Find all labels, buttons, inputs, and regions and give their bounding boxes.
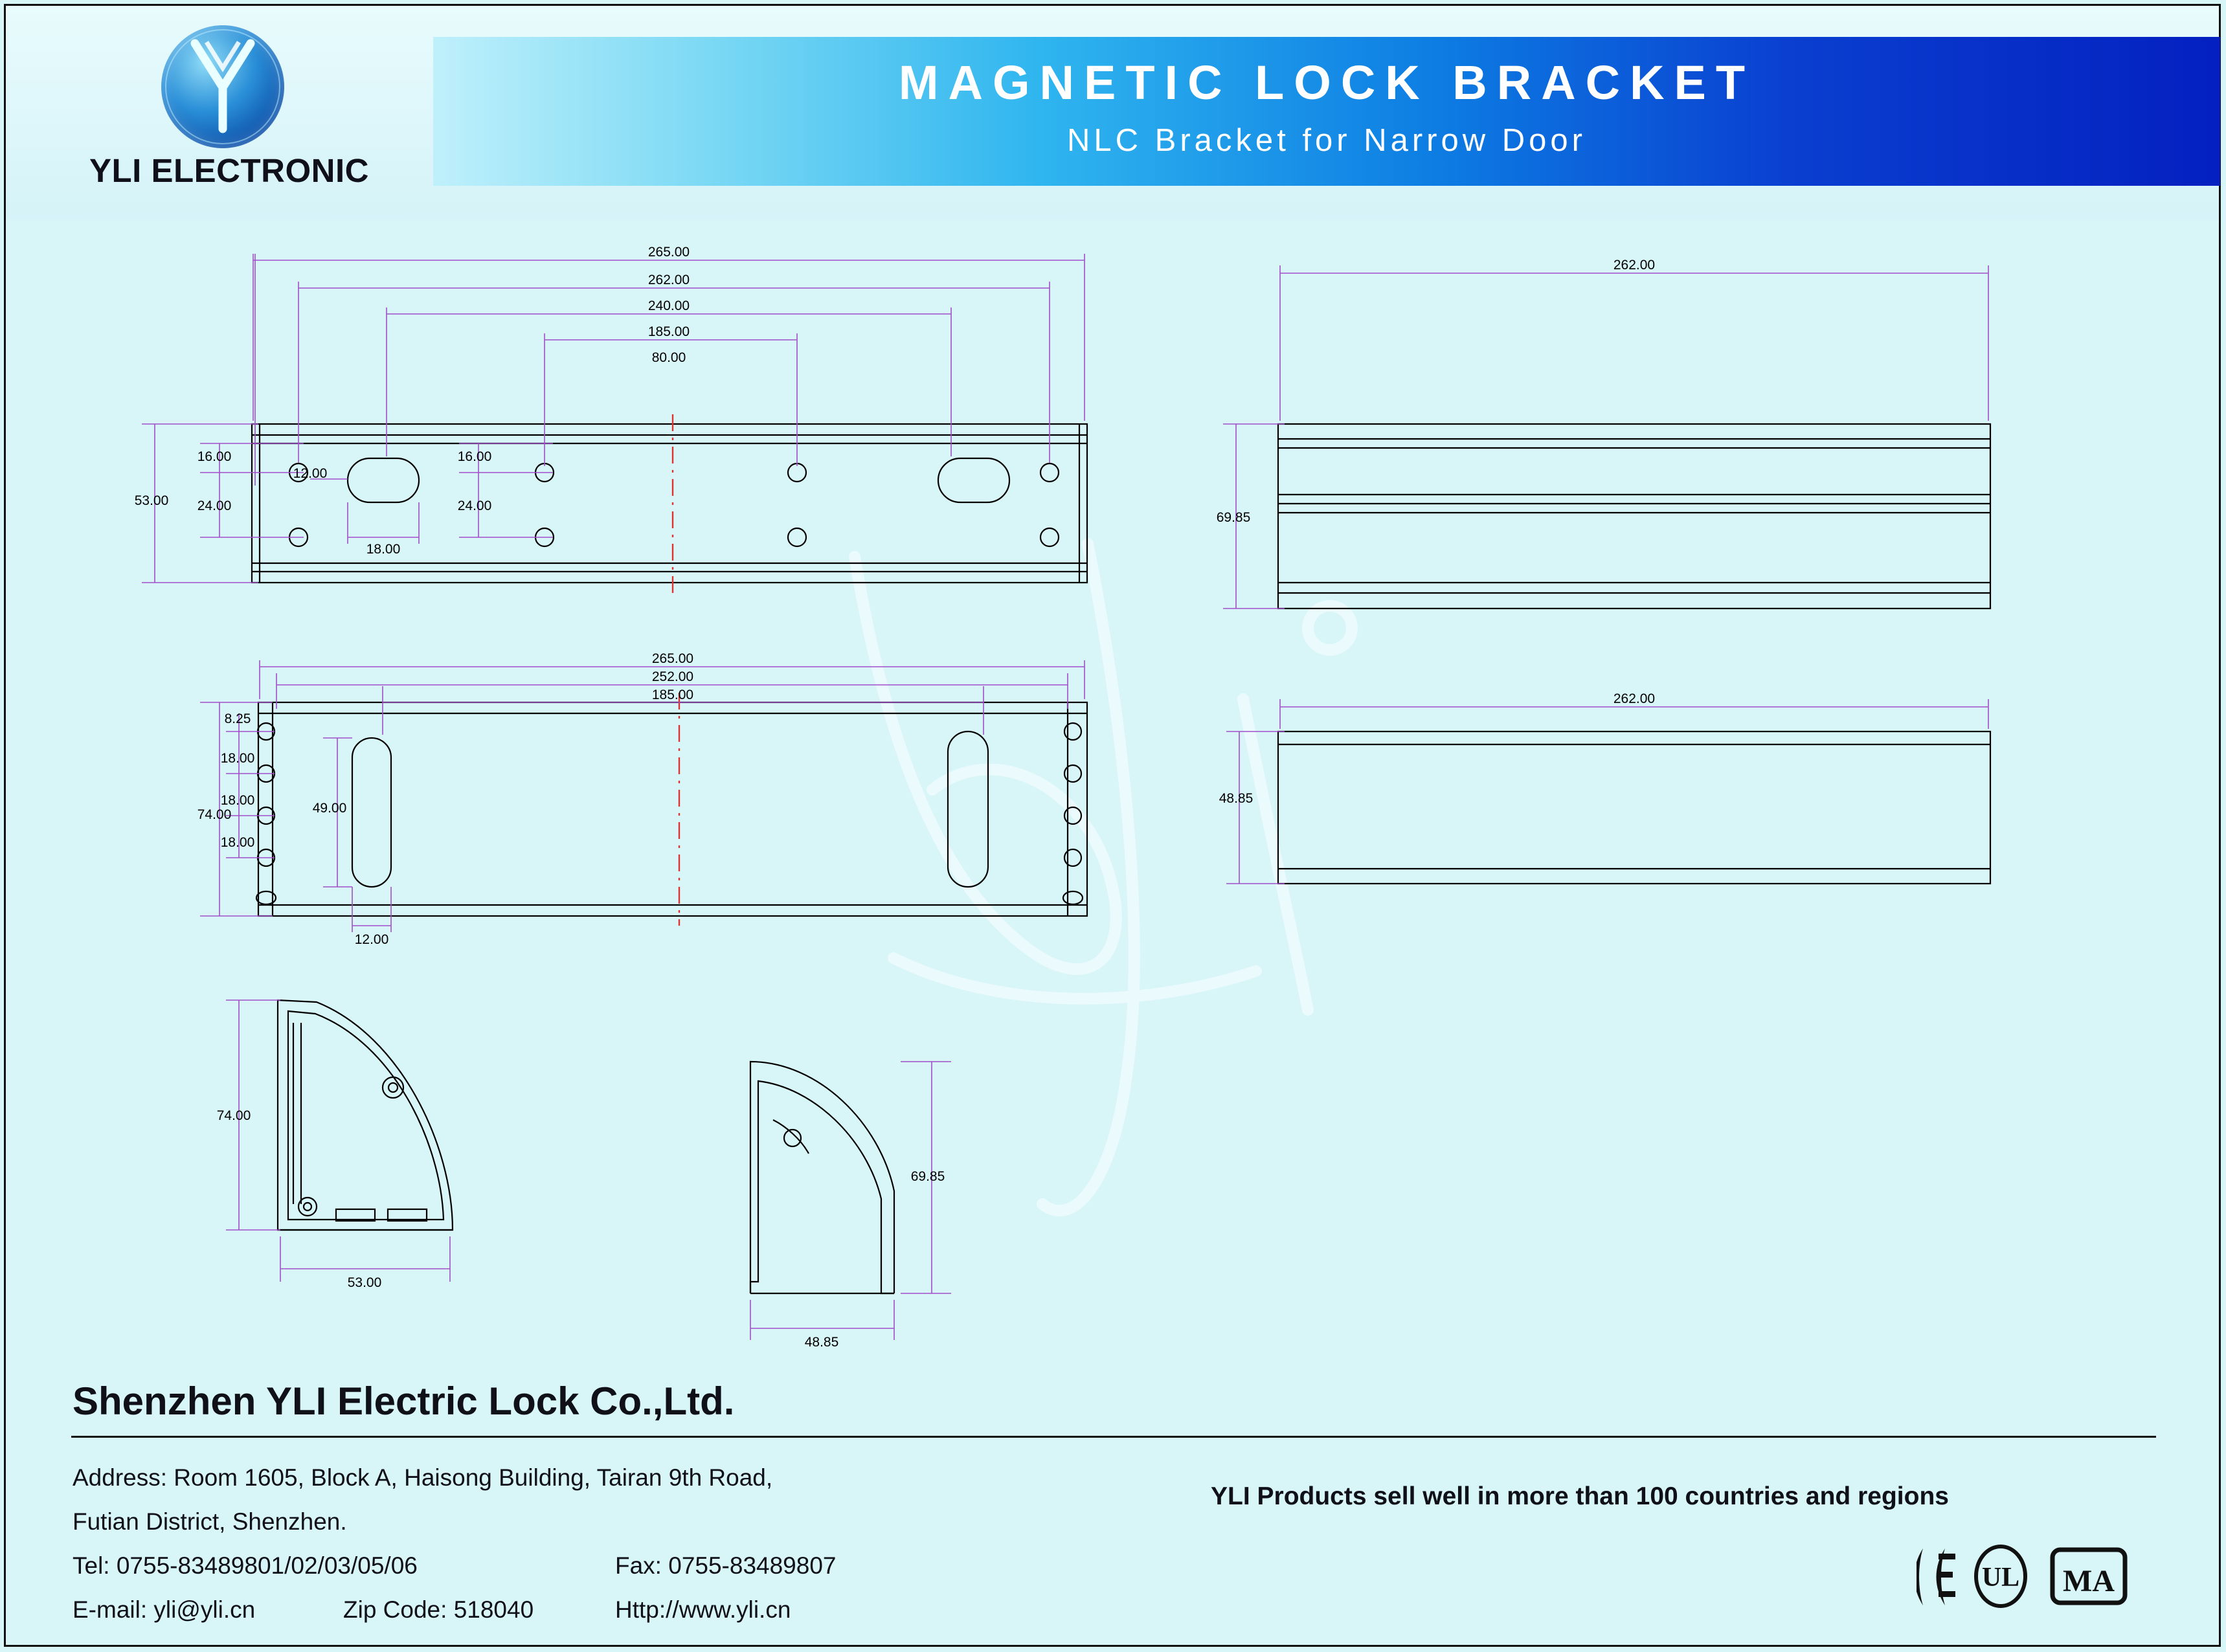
dim-16-00-a: 16.00 — [197, 449, 232, 464]
title-banner — [433, 37, 2220, 186]
dim-48-85-section: 48.85 — [804, 1335, 839, 1350]
ce-mark-icon — [1917, 1548, 1955, 1605]
view-end-section-left — [278, 1000, 453, 1230]
dim-252-00: 252.00 — [651, 669, 694, 684]
logo-globe-icon — [161, 25, 284, 148]
dim-53-00: 53.00 — [134, 493, 169, 508]
dim-12-00-a: 12.00 — [293, 466, 328, 481]
dim-18-00-d: 18.00 — [220, 835, 255, 850]
dim-185-00-bottom: 185.00 — [651, 687, 694, 702]
dim-262-00-top: 262.00 — [647, 273, 690, 287]
page-title: MAGNETIC LOCK BRACKET — [898, 56, 1755, 109]
view-profile-upper — [1278, 424, 1990, 608]
view-bottom-plate — [256, 693, 1087, 926]
dim-265-00-top: 265.00 — [647, 245, 690, 260]
drawing-svg — [6, 220, 2219, 1359]
fax: Fax: 0755-83489807 — [615, 1552, 837, 1579]
view-profile-lower — [1278, 731, 1990, 884]
dim-16-00-b: 16.00 — [457, 449, 492, 464]
technical-drawing — [6, 220, 2219, 1359]
logo-y-icon — [161, 25, 284, 148]
dim-48-85-profile: 48.85 — [1219, 791, 1254, 806]
dim-240-00: 240.00 — [647, 298, 690, 313]
telephone: Tel: 0755-83489801/02/03/05/06 — [73, 1552, 418, 1579]
dim-74-00-section: 74.00 — [216, 1108, 251, 1123]
company-name: Shenzhen YLI Electric Lock Co.,Ltd. — [73, 1379, 735, 1423]
address-line-2: Futian District, Shenzhen. — [73, 1508, 347, 1535]
dim-74-00-bottom: 74.00 — [197, 807, 232, 822]
dim-262-00-profile-upper: 262.00 — [1613, 258, 1656, 273]
view-end-section-right — [750, 1062, 894, 1293]
dim-53-00-section: 53.00 — [347, 1275, 382, 1290]
dim-262-00-profile-lower: 262.00 — [1613, 691, 1656, 706]
dim-18-00-c: 18.00 — [220, 793, 255, 808]
view-top-plate — [252, 414, 1087, 596]
dim-24-00-a: 24.00 — [197, 498, 232, 513]
certification-marks — [1917, 1541, 2175, 1612]
company-logo — [77, 19, 381, 213]
dim-24-00-b: 24.00 — [457, 498, 492, 513]
address-line-1: Address: Room 1605, Block A, Haisong Building, Tairan 9th Road, — [73, 1464, 773, 1491]
ul-text: UL — [1981, 1563, 2020, 1592]
page-subtitle: NLC Bracket for Narrow Door — [1067, 123, 1586, 158]
dim-49-00: 49.00 — [312, 801, 347, 816]
tagline: YLI Products sell well in more than 100 countries and regions — [1211, 1482, 1949, 1510]
email: E-mail: yli@yli.cn — [73, 1596, 256, 1623]
dim-12-00-b: 12.00 — [354, 932, 389, 947]
ma-text: MA — [2063, 1564, 2115, 1598]
dim-69-85-profile: 69.85 — [1216, 510, 1251, 525]
logo-text: YLI ELECTRONIC — [89, 152, 369, 189]
dim-18-00-a: 18.00 — [366, 542, 401, 557]
footer-divider — [71, 1436, 2156, 1438]
header — [6, 6, 2219, 219]
dim-18-00-b: 18.00 — [220, 751, 255, 766]
zip-code: Zip Code: 518040 — [343, 1596, 534, 1623]
dim-69-85-section: 69.85 — [910, 1169, 945, 1184]
dim-185-00-top: 185.00 — [647, 324, 690, 339]
dim-80-00: 80.00 — [651, 350, 686, 365]
dim-8-25: 8.25 — [224, 711, 251, 726]
website: Http://www.yli.cn — [615, 1596, 791, 1623]
dim-265-00-bottom: 265.00 — [651, 651, 694, 666]
